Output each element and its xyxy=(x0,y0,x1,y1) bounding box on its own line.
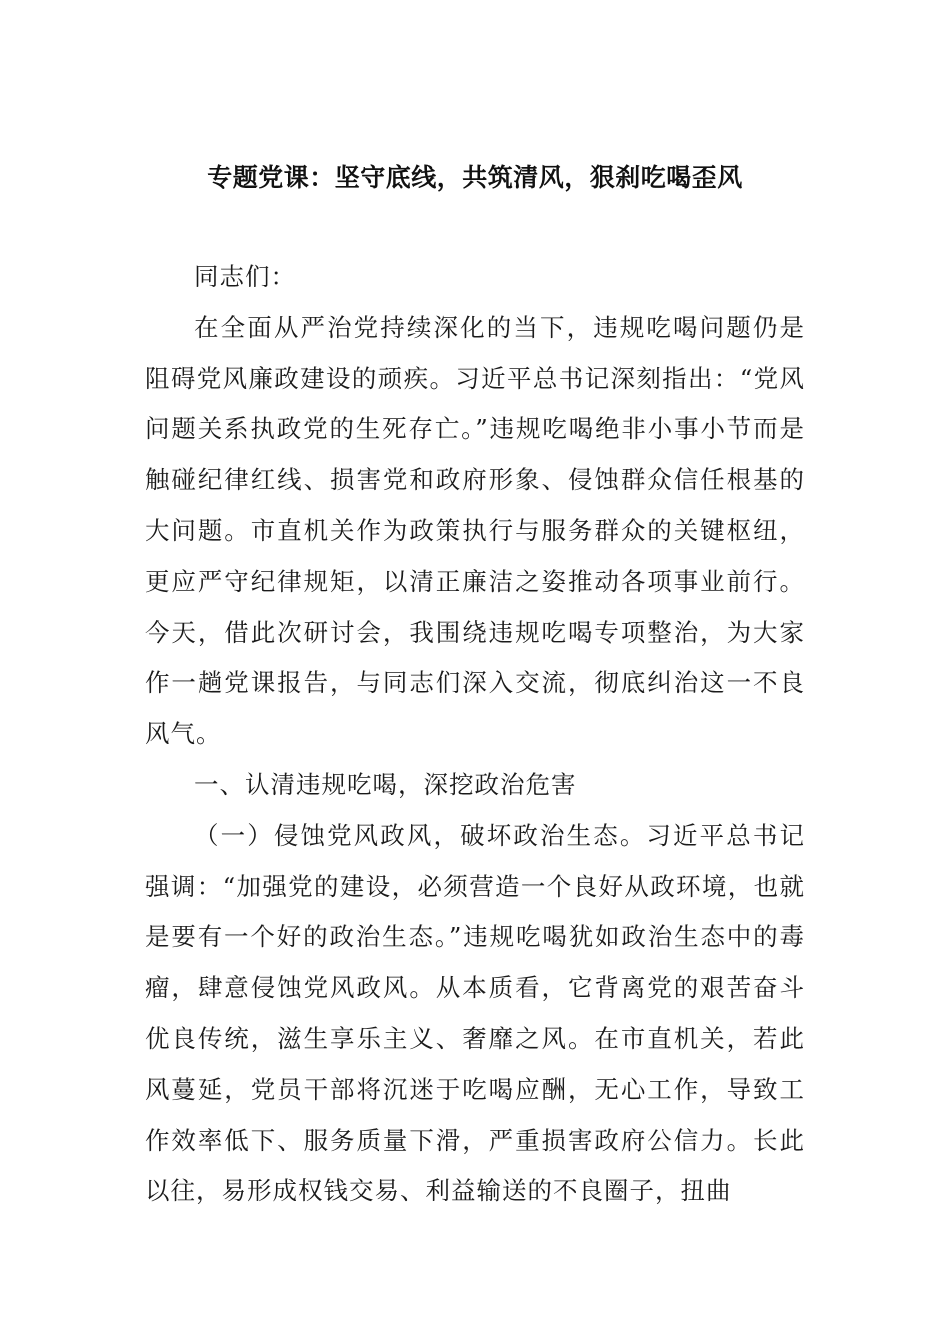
subsection-paragraph: （一）侵蚀党风政风，破坏政治生态。习近平总书记强调：“加强党的建设，必须营造一个良好从政环境，也就是要有一个好的政治生态。”违规吃喝犹如政治生态中的毒瘤，肆意侵蚀党风政风。从本质看，它背离党的艰苦奋斗优良传统，滋生享乐主义、奢靡之风。在市直机关，若此风蔓延，党员干部将沉迷于吃喝应酬，无心工作，导致工作效率低下、服务质量下滑，严重损害政府公信力。长此以往，易形成权钱交易、利益输送的不良圈子，扭曲 xyxy=(145,820,805,1206)
document-body xyxy=(145,252,805,1217)
intro-paragraph: 在全面从严治党持续深化的当下，违规吃喝问题仍是阻碍党风廉政建设的顽疾。习近平总书记深刻指出：“党风问题关系执政党的生死存亡。”违规吃喝绝非小事小节而是触碰纪律红线、损害党和政府形象、侵蚀群众信任根基的大问题。市直机关作为政策执行与服务群众的关键枢纽，更应严守纪律规矩，以清正廉洁之姿推动各项事业前行。今天，借此次研讨会，我围绕违规吃喝专项整治，为大家作一趟党课报告，与同志们深入交流，彻底纠治这一不良风气。 xyxy=(145,312,805,749)
document-title: 专题党课：坚守底线，共筑清风，狠刹吃喝歪风 xyxy=(207,163,743,192)
salutation-paragraph: 同志们： xyxy=(194,262,296,291)
section-heading: 一、认清违规吃喝，深挖政治危害 xyxy=(194,769,577,799)
